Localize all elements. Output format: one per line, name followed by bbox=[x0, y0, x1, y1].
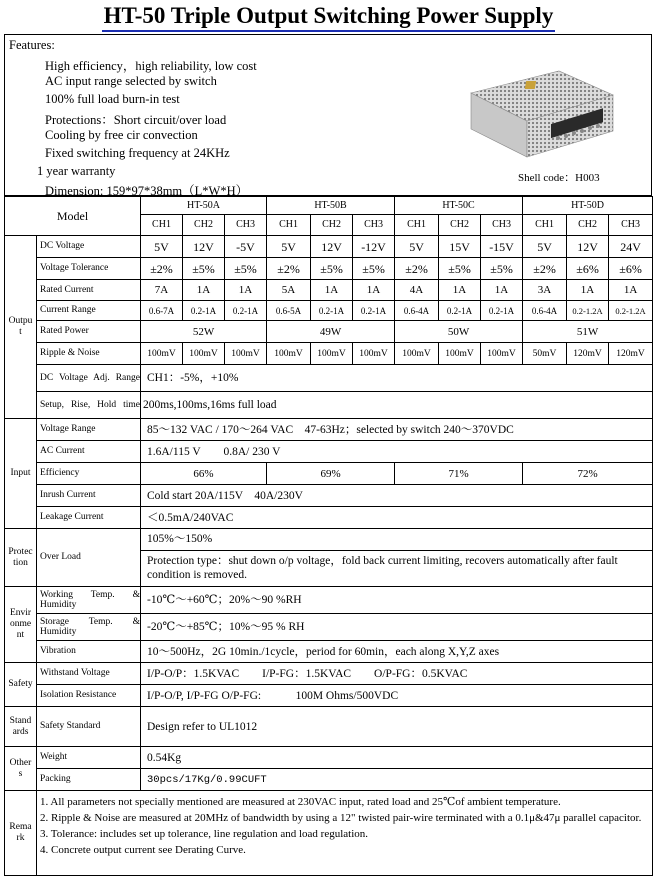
document-title: HT-50 Triple Output Switching Power Supply bbox=[102, 2, 556, 32]
power-supply-product-image bbox=[463, 65, 617, 165]
table-row bbox=[5, 641, 653, 663]
cell-value: 120mV bbox=[567, 343, 609, 365]
channel-header: CH1 bbox=[267, 215, 311, 236]
channel-header: CH3 bbox=[481, 215, 523, 236]
table-row bbox=[5, 343, 653, 365]
row-label: Voltage Range bbox=[37, 419, 141, 441]
spec-table bbox=[4, 196, 653, 876]
category-others: Others bbox=[5, 747, 37, 791]
channel-header: CH2 bbox=[567, 215, 609, 236]
channel-header: CH1 bbox=[395, 215, 439, 236]
features-box bbox=[4, 34, 652, 196]
cell-value: 5A bbox=[267, 280, 311, 301]
cell-value: 100mV bbox=[395, 343, 439, 365]
table-row bbox=[5, 419, 653, 441]
cell-value: 105%～150% bbox=[141, 529, 652, 551]
cell-value: ±5% bbox=[183, 258, 225, 280]
channel-header: CH1 bbox=[523, 215, 567, 236]
cell-value: 69% bbox=[267, 463, 395, 485]
cell-value: CH1：-5%，+10% bbox=[141, 365, 653, 392]
cell-value: 100mV bbox=[439, 343, 481, 365]
category-remark: Remark bbox=[5, 791, 37, 876]
row-label: Ripple & Noise bbox=[37, 343, 141, 365]
cell-value: 100mV bbox=[267, 343, 311, 365]
row-label: Isolation Resistance bbox=[37, 685, 141, 707]
table-row bbox=[5, 529, 653, 587]
cell-value: Design refer to UL1012 bbox=[141, 707, 653, 747]
cell-value: 49W bbox=[267, 321, 395, 343]
row-label: Vibration bbox=[37, 641, 141, 663]
row-label: AC Current bbox=[37, 441, 141, 463]
model-name: HT-50C bbox=[395, 197, 523, 215]
cell-value: 1A bbox=[353, 280, 395, 301]
cell-value: 4A bbox=[395, 280, 439, 301]
model-header: Model bbox=[5, 197, 141, 236]
cell-value: 71% bbox=[395, 463, 523, 485]
table-row bbox=[5, 507, 653, 529]
remark-note: 4. Concrete output current see Derating Curve. bbox=[40, 844, 246, 856]
feature-item: Protections：Short circuit/over load bbox=[45, 113, 227, 127]
row-label: Weight bbox=[37, 747, 141, 769]
cell-value: 7A bbox=[141, 280, 183, 301]
cell-value: I/P-O/P：1.5KVAC I/P-FG：1.5KVAC O/P-FG：0.5KVAC bbox=[141, 663, 653, 685]
cell-value: ±5% bbox=[353, 258, 395, 280]
channel-header: CH2 bbox=[439, 215, 481, 236]
cell-value: 1A bbox=[609, 280, 653, 301]
cell-value: ±5% bbox=[439, 258, 481, 280]
cell-value: 0.6-4A bbox=[395, 301, 439, 321]
cell-value: 0.2-1A bbox=[353, 301, 395, 321]
cell-value: 120mV bbox=[609, 343, 653, 365]
feature-item: High efficiency，high reliability, low cost bbox=[45, 59, 257, 73]
table-row bbox=[5, 321, 653, 343]
cell-value: 100mV bbox=[481, 343, 523, 365]
cell-value: 100mV bbox=[225, 343, 267, 365]
table-row bbox=[5, 587, 653, 614]
cell-value: 72% bbox=[523, 463, 653, 485]
cell-value: 3A bbox=[523, 280, 567, 301]
channel-header: CH1 bbox=[141, 215, 183, 236]
cell-value: Protection type：shut down o/p voltage，fold back current limiting, recovers automatically after fault condition is removed. bbox=[147, 555, 618, 581]
category-safety: Safety bbox=[5, 663, 37, 707]
model-name: HT-50A bbox=[141, 197, 267, 215]
cell-value: 200ms,100ms,16ms full load bbox=[141, 392, 653, 419]
table-row bbox=[5, 280, 653, 301]
table-row bbox=[5, 769, 653, 791]
feature-item: 1 year warranty bbox=[37, 164, 116, 178]
over-load-cell bbox=[141, 529, 653, 587]
row-label: Rated Current bbox=[37, 280, 141, 301]
row-label: Packing bbox=[37, 769, 141, 791]
cell-value: ±2% bbox=[523, 258, 567, 280]
cell-value: ±2% bbox=[267, 258, 311, 280]
cell-value: 0.2-1.2A bbox=[609, 301, 653, 321]
cell-value: ±2% bbox=[395, 258, 439, 280]
table-row bbox=[5, 301, 653, 321]
cell-value: -10℃～+60℃；20%～90 %RH bbox=[141, 587, 653, 614]
row-label: Rated Power bbox=[37, 321, 141, 343]
table-row bbox=[5, 463, 653, 485]
model-name: HT-50D bbox=[523, 197, 653, 215]
channel-header: CH3 bbox=[353, 215, 395, 236]
feature-item: 100% full load burn-in test bbox=[45, 92, 180, 106]
table-row bbox=[5, 392, 653, 419]
cell-value: 5V bbox=[395, 236, 439, 258]
row-label: Safety Standard bbox=[37, 707, 141, 747]
cell-value: 1A bbox=[481, 280, 523, 301]
cell-value: 50mV bbox=[523, 343, 567, 365]
table-row bbox=[5, 258, 653, 280]
cell-value: 1A bbox=[311, 280, 353, 301]
category-output: Output bbox=[5, 236, 37, 419]
cell-value: 100mV bbox=[141, 343, 183, 365]
table-row bbox=[5, 747, 653, 769]
category-input: Input bbox=[5, 419, 37, 529]
table-row bbox=[5, 707, 653, 747]
cell-value: ＜0.5mA/240VAC bbox=[141, 507, 653, 529]
cell-value: 100mV bbox=[183, 343, 225, 365]
cell-value: 0.2-1A bbox=[183, 301, 225, 321]
feature-item: Cooling by free cir convection bbox=[45, 128, 198, 142]
table-row bbox=[5, 441, 653, 463]
cell-value: 1A bbox=[439, 280, 481, 301]
table-row bbox=[5, 614, 653, 641]
remarks-cell bbox=[37, 791, 653, 876]
row-label: Inrush Current bbox=[37, 485, 141, 507]
row-label: Withstand Voltage bbox=[37, 663, 141, 685]
cell-value: 0.2-1A bbox=[439, 301, 481, 321]
row-label: Leakage Current bbox=[37, 507, 141, 529]
cell-value: 0.2-1A bbox=[225, 301, 267, 321]
table-row bbox=[5, 663, 653, 685]
row-label: DC Voltage bbox=[37, 236, 141, 258]
cell-value: 51W bbox=[523, 321, 653, 343]
cell-value: 24V bbox=[609, 236, 653, 258]
cell-value: 10～500Hz，2G 10min./1cycle，period for 60min，each along X,Y,Z axes bbox=[141, 641, 653, 663]
table-row bbox=[5, 236, 653, 258]
cell-value: 5V bbox=[267, 236, 311, 258]
table-row bbox=[5, 685, 653, 707]
row-label: Working Temp. & Humidity bbox=[37, 587, 141, 614]
cell-value: ±6% bbox=[567, 258, 609, 280]
cell-value: 85～132 VAC / 170～264 VAC 47-63Hz；selected by switch 240～370VDC bbox=[141, 419, 653, 441]
feature-item: AC input range selected by switch bbox=[45, 74, 217, 88]
channel-header: CH3 bbox=[609, 215, 653, 236]
table-row bbox=[5, 791, 653, 876]
remark-note: 2. Ripple & Noise are measured at 20MHz of bandwidth by using a 12" twisted pair-wire terminated with a 0.1μ&47μ parallel capacitor. bbox=[40, 812, 642, 824]
table-row bbox=[5, 485, 653, 507]
cell-value: 100mV bbox=[311, 343, 353, 365]
remark-note: 1. All parameters not specially mentioned are measured at 230VAC input, rated load and 25℃of ambient temperature. bbox=[40, 796, 561, 808]
cell-value: -15V bbox=[481, 236, 523, 258]
row-label: Current Range bbox=[37, 301, 141, 321]
cell-value: 12V bbox=[183, 236, 225, 258]
cell-value: 0.2-1.2A bbox=[567, 301, 609, 321]
channel-header: CH2 bbox=[183, 215, 225, 236]
cell-value: 12V bbox=[567, 236, 609, 258]
feature-item: Dimension: 159*97*38mm（L*W*H） bbox=[45, 184, 249, 198]
cell-value: 0.6-4A bbox=[523, 301, 567, 321]
category-protection: Protection bbox=[5, 529, 37, 587]
cell-value: ±2% bbox=[141, 258, 183, 280]
cell-value: 30pcs/17Kg/0.99CUFT bbox=[141, 769, 653, 791]
cell-value: 1.6A/115 V 0.8A/ 230 V bbox=[141, 441, 653, 463]
table-row bbox=[5, 197, 653, 215]
remark-note: 3. Tolerance: includes set up tolerance, line regulation and load regulation. bbox=[40, 828, 368, 840]
cell-value: 5V bbox=[523, 236, 567, 258]
cell-value: 52W bbox=[141, 321, 267, 343]
cell-value: 0.54Kg bbox=[141, 747, 653, 769]
cell-value: ±5% bbox=[311, 258, 353, 280]
cell-value: 0.2-1A bbox=[481, 301, 523, 321]
cell-value: -5V bbox=[225, 236, 267, 258]
row-label: Setup, Rise, Hold time bbox=[37, 392, 141, 419]
cell-value: 50W bbox=[395, 321, 523, 343]
row-label: Over Load bbox=[37, 529, 141, 587]
channel-header: CH3 bbox=[225, 215, 267, 236]
cell-value: -12V bbox=[353, 236, 395, 258]
category-environment: Environment bbox=[5, 587, 37, 663]
row-label: DC Voltage Adj. Range bbox=[37, 365, 141, 392]
features-heading: Features: bbox=[9, 38, 55, 52]
cell-value: 100mV bbox=[353, 343, 395, 365]
cell-value: ±5% bbox=[225, 258, 267, 280]
table-row bbox=[5, 365, 653, 392]
channel-header: CH2 bbox=[311, 215, 353, 236]
cell-value: ±6% bbox=[609, 258, 653, 280]
cell-value: I/P-O/P, I/P-FG O/P-FG: 100M Ohms/500VDC bbox=[141, 685, 653, 707]
cell-value: 0.2-1A bbox=[311, 301, 353, 321]
category-standards: Standards bbox=[5, 707, 37, 747]
cell-value: -20℃～+85℃；10%～95 % RH bbox=[141, 614, 653, 641]
cell-value: 12V bbox=[311, 236, 353, 258]
cell-value: 0.6-5A bbox=[267, 301, 311, 321]
row-label: Storage Temp. & Humidity bbox=[37, 614, 141, 641]
cell-value: 66% bbox=[141, 463, 267, 485]
cell-value: 1A bbox=[183, 280, 225, 301]
row-label: Voltage Tolerance bbox=[37, 258, 141, 280]
cell-value: Cold start 20A/115V 40A/230V bbox=[141, 485, 653, 507]
model-name: HT-50B bbox=[267, 197, 395, 215]
feature-item: Fixed switching frequency at 24KHz bbox=[45, 146, 230, 160]
cell-value: 0.6-7A bbox=[141, 301, 183, 321]
document-title-bar bbox=[0, 0, 657, 32]
cell-value: 15V bbox=[439, 236, 481, 258]
row-label: Efficiency bbox=[37, 463, 141, 485]
shell-code: Shell code：H003 bbox=[518, 172, 600, 184]
cell-value: 1A bbox=[567, 280, 609, 301]
cell-value: ±5% bbox=[481, 258, 523, 280]
cell-value: 1A bbox=[225, 280, 267, 301]
cell-value: 5V bbox=[141, 236, 183, 258]
